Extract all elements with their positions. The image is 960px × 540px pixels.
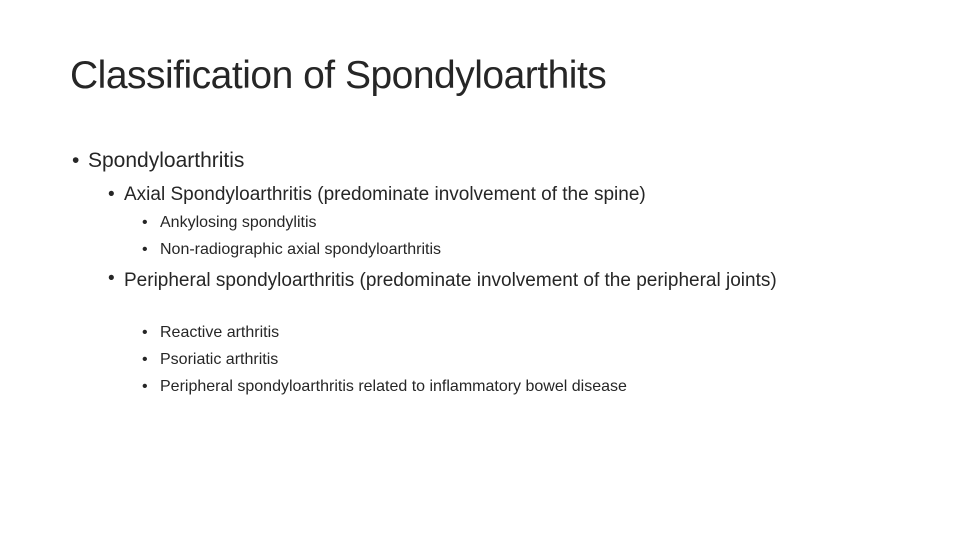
bullet-text: Spondyloarthritis [88, 149, 245, 172]
bullet-text: Reactive arthritis [160, 324, 280, 341]
bullet-text: Non-radiographic axial spondyloarthritis [160, 241, 442, 258]
bullet-icon: • [142, 214, 148, 231]
bullet-text: Peripheral spondyloarthritis related to inflammatory bowel disease [160, 378, 627, 395]
bullet-text: Ankylosing spondylitis [160, 214, 317, 231]
bullet-icon: • [142, 241, 148, 258]
bullet-text: Peripheral spondyloarthritis (predominate involvement of the peripheral joints) [124, 270, 777, 291]
bullet-icon: • [72, 149, 80, 172]
bullet-icon: • [142, 351, 148, 368]
bullet-icon: • [108, 268, 115, 289]
bullet-text: Axial Spondyloarthritis (predominate involvement of the spine) [124, 184, 646, 205]
bullet-item-level2 [108, 268, 868, 293]
bullet-text: Psoriatic arthritis [160, 351, 279, 368]
bullet-icon: • [142, 378, 148, 395]
slide-title: Classification of Spondyloarthits [70, 54, 607, 97]
bullet-icon: • [142, 324, 148, 341]
bullet-icon: • [108, 184, 115, 205]
